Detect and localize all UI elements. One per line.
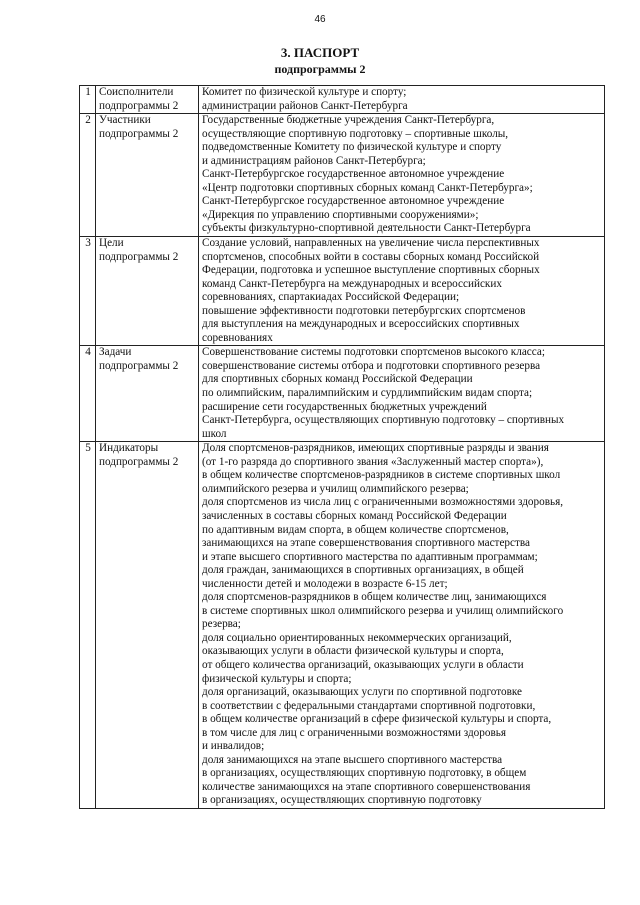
row-label — [96, 114, 199, 237]
row-label-line: подпрограммы 2 — [99, 99, 179, 112]
row-content-line: от общего количества организаций, оказывающих услуги в области — [202, 658, 524, 671]
row-content-line: резерва; — [202, 618, 241, 631]
row-content-line: физической культуры и спорта; — [202, 672, 352, 685]
table-row — [80, 114, 605, 237]
row-content-line: в общем количестве организаций в сфере физической культуры и спорта, — [202, 713, 552, 726]
row-content-line: Государственные бюджетные учреждения Санкт-Петербурга, — [202, 114, 495, 127]
row-content — [199, 237, 605, 346]
row-content-line: Доля спортсменов-разрядников, имеющих спортивные разряды и звания — [202, 442, 549, 455]
row-content-line: для спортивных сборных команд Российской Федерации — [202, 373, 473, 386]
row-content-line: соревнованиях — [202, 331, 273, 344]
row-content-line: численности детей и молодежи в возрасте 6-15 лет; — [202, 577, 448, 590]
row-content-line: «Дирекция по управлению спортивными сооружениями»; — [202, 208, 479, 221]
row-label-line: Участники — [99, 114, 151, 127]
row-label-line: Цели — [99, 237, 124, 250]
row-content-line: доля граждан, занимающихся в спортивных организациях, в общей — [202, 564, 524, 577]
row-content-line: совершенствование системы отбора и подготовки спортивного резерва — [202, 359, 541, 372]
row-label — [96, 237, 199, 346]
row-label-line: подпрограммы 2 — [99, 359, 179, 372]
row-content-line: количестве занимающихся на этапе спортивного совершенствования — [202, 780, 531, 793]
passport-table — [79, 85, 605, 809]
document-subtitle: подпрограммы 2 — [274, 62, 366, 76]
row-content-line: по олимпийским, паралимпийским и сурдлимпийским видам спорта; — [202, 387, 533, 400]
row-content-line: доля спортсменов-разрядников в общем количестве лиц, занимающихся — [202, 591, 547, 604]
row-content-line: «Центр подготовки спортивных сборных команд Санкт-Петербурга»; — [202, 181, 533, 194]
row-content-line: доля занимающихся на этапе высшего спортивного мастерства — [202, 753, 503, 766]
row-content-line: в том числе для лиц с ограниченными возможностями здоровья — [202, 726, 506, 739]
row-content-line: школ — [202, 427, 227, 440]
row-label-line: подпрограммы 2 — [99, 250, 179, 263]
row-content-line: в общем количестве спортсменов-разрядников в системе спортивных школ — [202, 469, 561, 482]
row-content-line: оказывающих услуги в области физической культуры и спорта, — [202, 645, 504, 658]
row-label — [96, 442, 199, 809]
row-content-line: осуществляющие спортивную подготовку – спортивные школы, — [202, 127, 509, 140]
row-content-line: субъекты физкультурно-спортивной деятельности Санкт-Петербурга — [202, 222, 531, 235]
document-title: 3. ПАСПОРТ — [280, 45, 360, 60]
row-content-line: в организациях, осуществляющих спортивную подготовку, в общем — [202, 767, 527, 780]
passport-table-body — [80, 86, 605, 809]
row-content — [199, 114, 605, 237]
row-content — [199, 442, 605, 809]
row-content-line: спортсменов, способных войти в составы сборных команд Российской — [202, 250, 540, 263]
row-content-line: команд Санкт-Петербурга на международных и всероссийских — [202, 277, 502, 290]
row-content-line: в системе спортивных школ олимпийского резерва и училищ олимпийского — [202, 604, 564, 617]
row-content-line: Федерации, подготовка и успешное выступление спортивных сборных — [202, 264, 540, 277]
row-label-line: подпрограммы 2 — [99, 127, 179, 140]
row-number: 5 — [80, 442, 96, 809]
row-content-line: занимающихся на этапе совершенствования спортивного мастерства — [202, 537, 530, 550]
table-row — [80, 346, 605, 442]
row-content-line: Санкт-Петербурга, осуществляющих спортивную подготовку – спортивных — [202, 414, 565, 427]
row-content-line: доля организаций, оказывающих услуги по спортивной подготовке — [202, 686, 522, 699]
row-content-line: доля спортсменов из числа лиц с ограниченными возможностями здоровья, — [202, 496, 564, 509]
row-label-line: Индикаторы — [99, 442, 159, 455]
row-content-line: по адаптивным видам спорта, в общем количестве спортсменов, — [202, 523, 509, 536]
row-label — [96, 86, 199, 114]
row-content-line: Санкт-Петербургское государственное автономное учреждение — [202, 168, 505, 181]
row-label-line: Задачи — [99, 346, 132, 359]
table-row — [80, 442, 605, 809]
row-number: 3 — [80, 237, 96, 346]
row-content-line: Создание условий, направленных на увеличение числа перспективных — [202, 237, 540, 250]
row-label — [96, 346, 199, 442]
row-number: 2 — [80, 114, 96, 237]
row-content-line: (от 1-го разряда до спортивного звания «Заслуженный мастер спорта»), — [202, 455, 544, 468]
row-content — [199, 346, 605, 442]
row-content — [199, 86, 605, 114]
row-content-line: в организациях, осуществляющих спортивную подготовку — [202, 794, 482, 807]
row-content-line: повышение эффективности подготовки петербургских спортсменов — [202, 304, 526, 317]
row-content-line: администрации районов Санкт-Петербурга — [202, 99, 408, 112]
page-number: 46 — [314, 14, 326, 25]
row-content-line: и этапе высшего спортивного мастерства по адаптивным программам; — [202, 550, 538, 563]
row-content-line: и администрациям районов Санкт-Петербурга; — [202, 154, 426, 167]
row-number: 1 — [80, 86, 96, 114]
row-content-line: и инвалидов; — [202, 740, 265, 753]
row-content-line: в соответствии с федеральными стандартами спортивной подготовки, — [202, 699, 536, 712]
row-content-line: Комитет по физической культуре и спорту; — [202, 86, 407, 98]
row-content-line: Санкт-Петербургское государственное автономное учреждение — [202, 195, 505, 208]
table-row — [80, 237, 605, 346]
row-number: 4 — [80, 346, 96, 442]
row-content-line: зачисленных в составы сборных команд Российской Федерации — [202, 509, 507, 522]
table-row — [80, 86, 605, 114]
row-content-line: подведомственные Комитету по физической культуре и спорту — [202, 141, 502, 154]
row-content-line: Совершенствование системы подготовки спортсменов высокого класса; — [202, 346, 545, 359]
row-content-line: для выступления на международных и всероссийских спортивных — [202, 318, 520, 331]
row-label-line: подпрограммы 2 — [99, 455, 179, 468]
row-content-line: доля социально ориентированных некоммерческих организаций, — [202, 631, 512, 644]
row-label-line: Соисполнители — [99, 86, 174, 98]
row-content-line: олимпийского резерва и училищ олимпийского резерва; — [202, 482, 469, 495]
row-content-line: расширение сети государственных бюджетных учреждений — [202, 400, 487, 413]
row-content-line: соревнованиях, спартакиадах Российской Федерации; — [202, 291, 460, 304]
